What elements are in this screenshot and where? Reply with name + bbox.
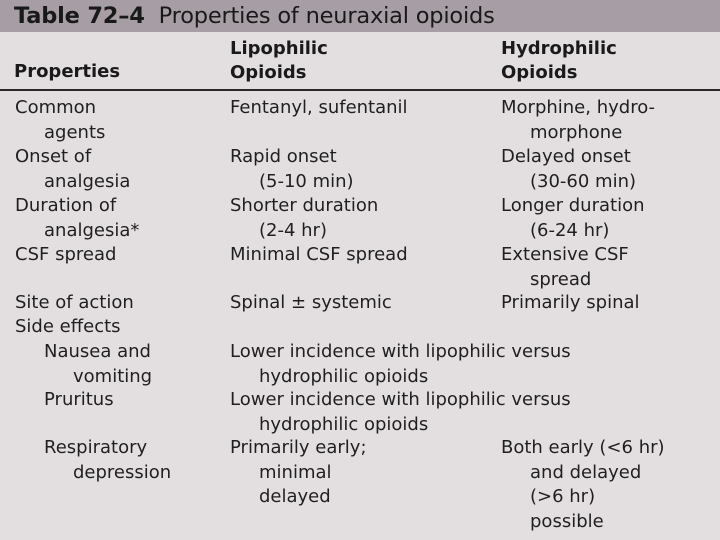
- cell-line: Delayed onset: [501, 146, 631, 167]
- row-respiratory-lipophilic: [230, 436, 367, 510]
- row-agents-hydrophilic: [501, 96, 655, 145]
- table-number: Table 72–4: [14, 3, 145, 29]
- cell-line: Common: [15, 97, 97, 118]
- row-onset-property: [15, 145, 130, 194]
- row-site-property: [15, 291, 134, 316]
- cell-line: Primarily spinal: [501, 292, 640, 313]
- cell-line: analgesia: [44, 170, 131, 192]
- cell-line: hydrophilic opioids: [259, 365, 429, 387]
- cell-line: (30-60 min): [530, 170, 637, 192]
- cell-line: Fentanyl, sufentanil: [230, 97, 408, 118]
- header-hydrophilic-line-1: Hydrophilic: [501, 38, 617, 59]
- cell-line: possible: [530, 510, 604, 532]
- cell-line: CSF spread: [15, 244, 117, 265]
- row-respiratory-hydrophilic: [501, 436, 665, 534]
- row-csf-property: [15, 243, 116, 268]
- row-pruritus-property: [44, 388, 114, 413]
- header-divider: [0, 89, 720, 91]
- cell-line: (2-4 hr): [259, 219, 327, 241]
- cell-line: Extensive CSF: [501, 244, 629, 265]
- cell-line: (>6 hr): [530, 486, 596, 507]
- header-lipophilic-line-2: Opioids: [230, 62, 307, 83]
- row-nausea-combined: [230, 340, 571, 389]
- cell-line: Pruritus: [44, 389, 114, 410]
- cell-line: vomiting: [73, 365, 153, 387]
- header-lipophilic: [230, 37, 328, 85]
- cell-line: Both early (<6 hr): [501, 437, 665, 458]
- cell-line: and delayed: [530, 461, 642, 483]
- cell-line: minimal: [259, 461, 332, 483]
- row-nausea-property: [44, 340, 152, 389]
- row-agents-lipophilic: [230, 96, 408, 121]
- cell-line: Shorter duration: [230, 195, 379, 216]
- cell-line: (5-10 min): [259, 170, 354, 192]
- table-caption: Properties of neuraxial opioids: [158, 3, 495, 29]
- cell-line: Onset of: [15, 146, 92, 167]
- row-onset-lipophilic: [230, 145, 354, 194]
- cell-line: Primarily early;: [230, 437, 367, 458]
- cell-line: Side effects: [15, 316, 121, 337]
- cell-line: Site of action: [15, 292, 134, 313]
- cell-line: delayed: [259, 486, 331, 507]
- cell-line: Minimal CSF spread: [230, 244, 408, 265]
- header-properties: Properties: [14, 61, 121, 82]
- cell-line: Longer duration: [501, 195, 645, 216]
- row-respiratory-property: [44, 436, 171, 485]
- cell-line: Spinal ± systemic: [230, 292, 392, 313]
- row-side-effects-property: [15, 315, 121, 340]
- cell-line: Nausea and: [44, 341, 151, 362]
- cell-line: Rapid onset: [230, 146, 337, 167]
- row-duration-hydrophilic: [501, 194, 645, 243]
- row-duration-lipophilic: [230, 194, 378, 243]
- row-csf-hydrophilic: [501, 243, 629, 292]
- cell-line: morphone: [530, 121, 623, 143]
- cell-line: Duration of: [15, 195, 117, 216]
- cell-line: analgesia*: [44, 219, 140, 241]
- row-onset-hydrophilic: [501, 145, 636, 194]
- header-hydrophilic: [501, 37, 617, 85]
- cell-line: hydrophilic opioids: [259, 413, 429, 435]
- cell-line: (6-24 hr): [530, 219, 610, 241]
- cell-line: spread: [530, 268, 592, 290]
- cell-line: agents: [44, 121, 106, 143]
- row-agents-property: [15, 96, 105, 145]
- cell-line: Lower incidence with lipophilic versus: [230, 389, 571, 410]
- row-csf-lipophilic: [230, 243, 408, 268]
- cell-line: Lower incidence with lipophilic versus: [230, 341, 571, 362]
- cell-line: Respiratory: [44, 437, 148, 458]
- cell-line: depression: [73, 461, 172, 483]
- title-banner: [0, 0, 720, 32]
- cell-line: Morphine, hydro-: [501, 97, 656, 118]
- row-duration-property: [15, 194, 139, 243]
- row-site-lipophilic: [230, 291, 392, 316]
- table-title: [14, 1, 495, 31]
- header-hydrophilic-line-2: Opioids: [501, 62, 578, 83]
- row-site-hydrophilic: [501, 291, 640, 316]
- row-pruritus-combined: [230, 388, 571, 437]
- header-lipophilic-line-1: Lipophilic: [230, 38, 328, 59]
